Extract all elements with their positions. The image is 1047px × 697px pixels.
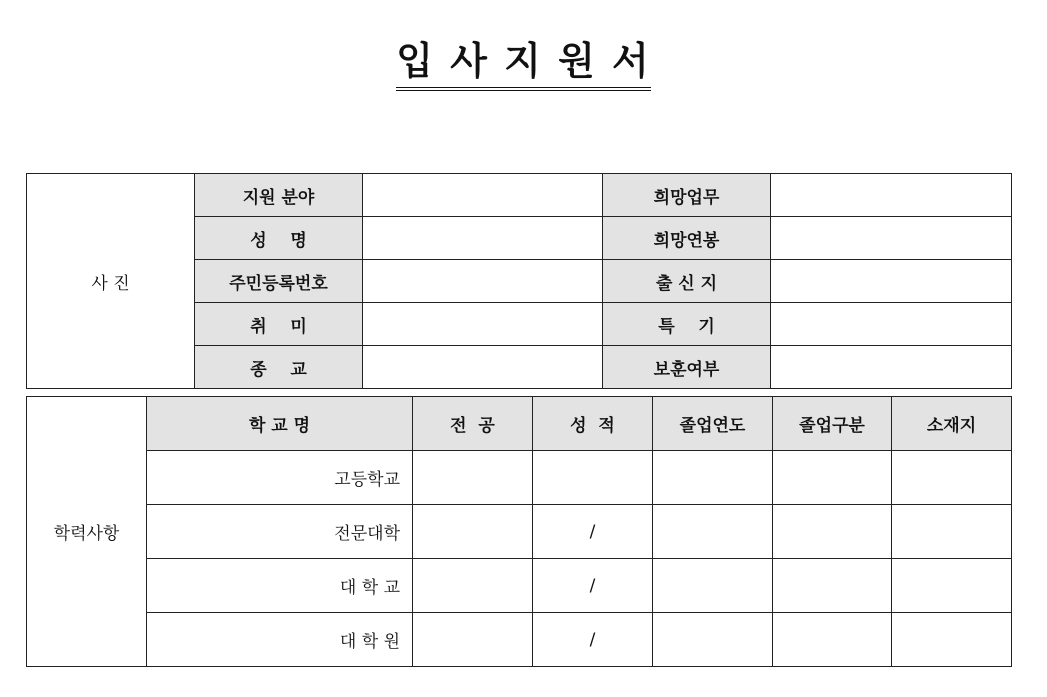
location-cell[interactable]	[892, 559, 1012, 613]
grade-cell[interactable]: /	[533, 559, 653, 613]
hometown-field[interactable]	[771, 260, 1012, 303]
school-name-cell: 고등학교	[147, 451, 413, 505]
column-header-location: 소재지	[892, 397, 1012, 451]
school-name-cell: 전문대학	[147, 505, 413, 559]
photo-box[interactable]: 사 진	[27, 174, 195, 389]
skill-field[interactable]	[771, 303, 1012, 346]
field-label-name: 성 명	[195, 217, 363, 260]
major-cell[interactable]	[413, 613, 533, 667]
grade-cell[interactable]: /	[533, 505, 653, 559]
graduation-year-cell[interactable]	[653, 451, 773, 505]
column-header-school-name: 학 교 명	[147, 397, 413, 451]
field-label-hometown: 출 신 지	[603, 260, 771, 303]
grade-cell[interactable]	[533, 451, 653, 505]
graduation-year-cell[interactable]	[653, 505, 773, 559]
table-row	[27, 505, 1012, 559]
grade-cell[interactable]: /	[533, 613, 653, 667]
veteran-status-field[interactable]	[771, 346, 1012, 389]
field-label-veteran-status: 보훈여부	[603, 346, 771, 389]
field-label-resident-number: 주민등록번호	[195, 260, 363, 303]
table-row	[27, 559, 1012, 613]
table-header-row	[27, 397, 1012, 451]
school-name-cell: 대 학 교	[147, 559, 413, 613]
religion-field[interactable]	[363, 346, 603, 389]
field-label-apply-area: 지원 분야	[195, 174, 363, 217]
desired-job-field[interactable]	[771, 174, 1012, 217]
apply-area-field[interactable]	[363, 174, 603, 217]
graduation-type-cell[interactable]	[773, 613, 892, 667]
table-row	[27, 174, 1012, 217]
document-title-text: 입 사 지 원 서	[396, 30, 650, 91]
desired-salary-field[interactable]	[771, 217, 1012, 260]
name-field[interactable]	[363, 217, 603, 260]
graduation-type-cell[interactable]	[773, 559, 892, 613]
field-label-skill: 특 기	[603, 303, 771, 346]
location-cell[interactable]	[892, 505, 1012, 559]
education-section-label: 학력사항	[27, 397, 147, 667]
document-title	[0, 30, 1047, 91]
location-cell[interactable]	[892, 613, 1012, 667]
column-header-graduation-year: 졸업연도	[653, 397, 773, 451]
major-cell[interactable]	[413, 505, 533, 559]
column-header-graduation-type: 졸업구분	[773, 397, 892, 451]
major-cell[interactable]	[413, 559, 533, 613]
location-cell[interactable]	[892, 451, 1012, 505]
column-header-major: 전 공	[413, 397, 533, 451]
graduation-type-cell[interactable]	[773, 451, 892, 505]
field-label-religion: 종 교	[195, 346, 363, 389]
graduation-type-cell[interactable]	[773, 505, 892, 559]
table-row	[27, 451, 1012, 505]
field-label-hobby: 취 미	[195, 303, 363, 346]
table-row	[27, 613, 1012, 667]
field-label-desired-job: 희망업무	[603, 174, 771, 217]
field-label-desired-salary: 희망연봉	[603, 217, 771, 260]
personal-info-table	[26, 173, 1012, 389]
graduation-year-cell[interactable]	[653, 613, 773, 667]
hobby-field[interactable]	[363, 303, 603, 346]
column-header-grade: 성 적	[533, 397, 653, 451]
school-name-cell: 대 학 원	[147, 613, 413, 667]
graduation-year-cell[interactable]	[653, 559, 773, 613]
resident-number-field[interactable]	[363, 260, 603, 303]
education-table	[26, 396, 1012, 667]
major-cell[interactable]	[413, 451, 533, 505]
